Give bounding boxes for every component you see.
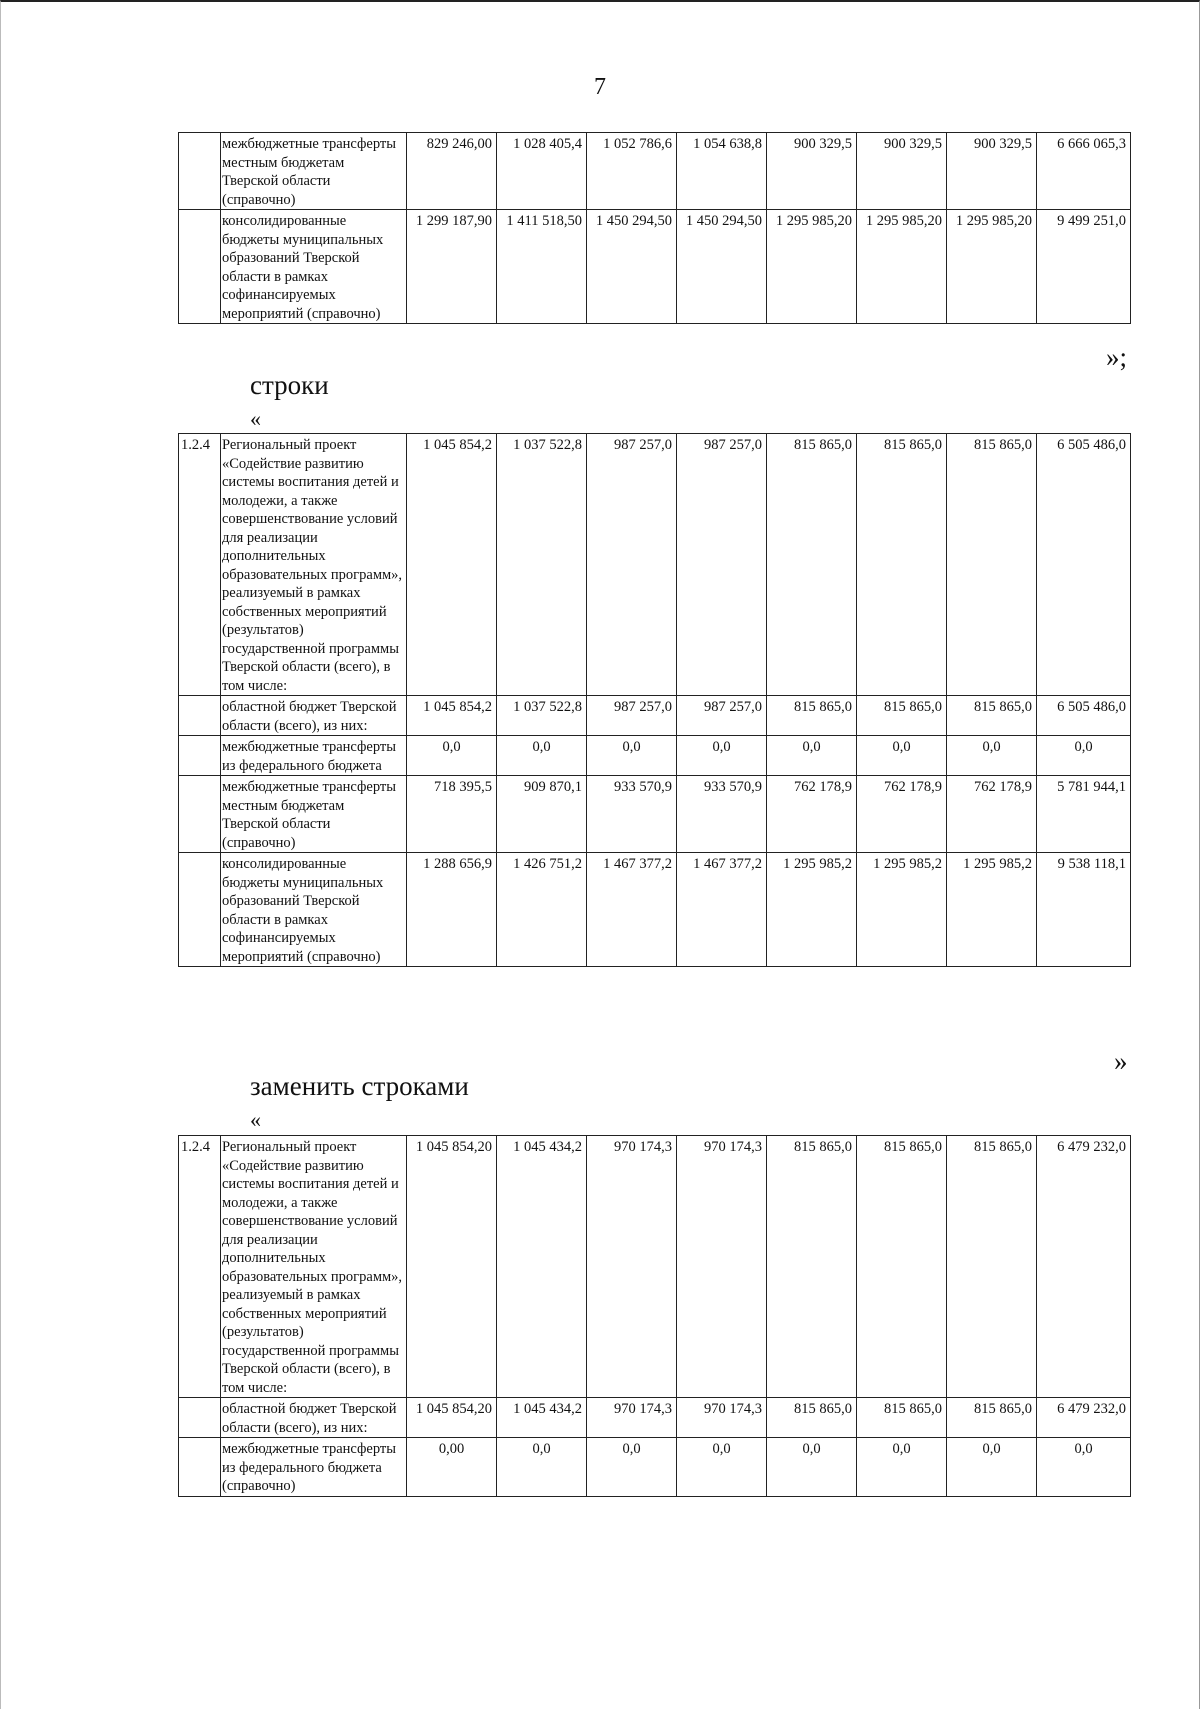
row-year-value: 1 037 522,8 <box>497 434 587 696</box>
row-year-value: 0,0 <box>587 736 677 776</box>
row-year-value: 1 295 985,2 <box>947 853 1037 967</box>
row-code <box>179 696 221 736</box>
row-total-value: 6 479 232,0 <box>1037 1398 1131 1438</box>
row-year-value: 900 329,5 <box>947 133 1037 210</box>
row-year-value: 0,0 <box>407 736 497 776</box>
row-label: областной бюджет Тверской области (всего), из них: <box>221 1398 407 1438</box>
row-year-value: 987 257,0 <box>587 696 677 736</box>
row-year-value: 933 570,9 <box>677 776 767 853</box>
row-code <box>179 776 221 853</box>
closing-quote: »; <box>1106 342 1128 372</box>
row-year-value: 815 865,0 <box>947 696 1037 736</box>
row-year-value: 0,0 <box>497 1438 587 1497</box>
row-total-value: 0,0 <box>1037 1438 1131 1497</box>
row-year-value: 970 174,3 <box>587 1398 677 1438</box>
row-year-value: 1 045 854,2 <box>407 434 497 696</box>
row-year-value: 970 174,3 <box>677 1398 767 1438</box>
row-year-value: 1 054 638,8 <box>677 133 767 210</box>
row-label: Региональный проект «Содействие развитию системы воспитания детей и молодежи, а также совершенствование условий для реализации дополнительных образовательных программ», реализуемый в рамках собственных мероприятий (результатов) государственной программы Тверской области (всего), в том числе: <box>221 1136 407 1398</box>
row-label: областной бюджет Тверской области (всего), из них: <box>221 696 407 736</box>
row-total-value: 5 781 944,1 <box>1037 776 1131 853</box>
budget-table-top <box>178 132 1131 324</box>
row-year-value: 909 870,1 <box>497 776 587 853</box>
row-year-value: 815 865,0 <box>767 1398 857 1438</box>
row-year-value: 1 467 377,2 <box>587 853 677 967</box>
row-year-value: 1 045 434,2 <box>497 1136 587 1398</box>
row-year-value: 0,0 <box>857 736 947 776</box>
row-year-value: 1 450 294,50 <box>587 210 677 324</box>
row-year-value: 1 295 985,20 <box>947 210 1037 324</box>
page-number: 7 <box>594 74 606 100</box>
row-year-value: 0,0 <box>767 736 857 776</box>
budget-table-new <box>178 1135 1131 1497</box>
row-total-value: 6 666 065,3 <box>1037 133 1131 210</box>
row-total-value: 0,0 <box>1037 736 1131 776</box>
row-label: межбюджетные трансферты местным бюджетам Тверской области (справочно) <box>221 133 407 210</box>
row-label: межбюджетные трансферты из федерального бюджета (справочно) <box>221 1438 407 1497</box>
table-row <box>179 853 1131 967</box>
row-year-value: 1 295 985,2 <box>767 853 857 967</box>
row-label: межбюджетные трансферты из федерального бюджета <box>221 736 407 776</box>
row-year-value: 815 865,0 <box>857 1136 947 1398</box>
row-year-value: 0,0 <box>677 736 767 776</box>
row-year-value: 1 467 377,2 <box>677 853 767 967</box>
row-code <box>179 1398 221 1438</box>
row-label: консолидированные бюджеты муниципальных образований Тверской области в рамках софинансируемых мероприятий (справочно) <box>221 210 407 324</box>
table-row <box>179 1398 1131 1438</box>
table-row <box>179 696 1131 736</box>
row-total-value: 6 505 486,0 <box>1037 696 1131 736</box>
row-year-value: 815 865,0 <box>767 434 857 696</box>
row-year-value: 815 865,0 <box>947 434 1037 696</box>
row-total-value: 9 499 251,0 <box>1037 210 1131 324</box>
row-year-value: 970 174,3 <box>677 1136 767 1398</box>
row-label: межбюджетные трансферты местным бюджетам Тверской области (справочно) <box>221 776 407 853</box>
row-year-value: 815 865,0 <box>767 1136 857 1398</box>
row-total-value: 6 505 486,0 <box>1037 434 1131 696</box>
row-year-value: 1 045 854,20 <box>407 1136 497 1398</box>
row-year-value: 987 257,0 <box>677 696 767 736</box>
budget-table-old <box>178 433 1131 967</box>
row-year-value: 0,0 <box>497 736 587 776</box>
row-year-value: 1 450 294,50 <box>677 210 767 324</box>
row-year-value: 0,0 <box>767 1438 857 1497</box>
instruction-heading-replace: заменить строками <box>250 1071 469 1101</box>
row-code <box>179 736 221 776</box>
row-year-value: 0,0 <box>587 1438 677 1497</box>
row-year-value: 1 045 854,20 <box>407 1398 497 1438</box>
row-year-value: 718 395,5 <box>407 776 497 853</box>
row-year-value: 815 865,0 <box>857 696 947 736</box>
row-year-value: 815 865,0 <box>857 434 947 696</box>
row-year-value: 0,0 <box>857 1438 947 1497</box>
table-row <box>179 1438 1131 1497</box>
row-year-value: 1 426 751,2 <box>497 853 587 967</box>
row-year-value: 1 295 985,20 <box>767 210 857 324</box>
instruction-heading-rows: строки <box>250 370 329 400</box>
row-year-value: 987 257,0 <box>587 434 677 696</box>
row-year-value: 1 288 656,9 <box>407 853 497 967</box>
row-year-value: 1 028 405,4 <box>497 133 587 210</box>
row-year-value: 1 037 522,8 <box>497 696 587 736</box>
row-year-value: 829 246,00 <box>407 133 497 210</box>
row-year-value: 1 411 518,50 <box>497 210 587 324</box>
row-year-value: 987 257,0 <box>677 434 767 696</box>
row-code: 1.2.4 <box>179 434 221 696</box>
row-year-value: 1 045 854,2 <box>407 696 497 736</box>
opening-quote: « <box>250 406 261 431</box>
row-code <box>179 853 221 967</box>
table-row <box>179 210 1131 324</box>
row-year-value: 1 299 187,90 <box>407 210 497 324</box>
row-year-value: 762 178,9 <box>947 776 1037 853</box>
row-year-value: 1 295 985,2 <box>857 853 947 967</box>
row-code <box>179 1438 221 1497</box>
table-row <box>179 776 1131 853</box>
table-row <box>179 133 1131 210</box>
row-year-value: 815 865,0 <box>947 1398 1037 1438</box>
row-year-value: 762 178,9 <box>857 776 947 853</box>
row-year-value: 900 329,5 <box>767 133 857 210</box>
row-total-value: 6 479 232,0 <box>1037 1136 1131 1398</box>
closing-quote: » <box>1114 1046 1128 1076</box>
row-total-value: 9 538 118,1 <box>1037 853 1131 967</box>
row-year-value: 900 329,5 <box>857 133 947 210</box>
table-row <box>179 1136 1131 1398</box>
row-label: Региональный проект «Содействие развитию системы воспитания детей и молодежи, а также совершенствование условий для реализации дополнительных образовательных программ», реализуемый в рамках собственных мероприятий (результатов) государственной программы Тверской области (всего), в том числе: <box>221 434 407 696</box>
row-year-value: 1 052 786,6 <box>587 133 677 210</box>
row-year-value: 1 045 434,2 <box>497 1398 587 1438</box>
row-code: 1.2.4 <box>179 1136 221 1398</box>
row-year-value: 0,00 <box>407 1438 497 1497</box>
table-row <box>179 736 1131 776</box>
table-row <box>179 434 1131 696</box>
row-year-value: 0,0 <box>947 1438 1037 1497</box>
row-code <box>179 210 221 324</box>
row-year-value: 970 174,3 <box>587 1136 677 1398</box>
row-year-value: 933 570,9 <box>587 776 677 853</box>
row-year-value: 815 865,0 <box>857 1398 947 1438</box>
row-year-value: 815 865,0 <box>947 1136 1037 1398</box>
row-code <box>179 133 221 210</box>
row-year-value: 815 865,0 <box>767 696 857 736</box>
row-year-value: 0,0 <box>677 1438 767 1497</box>
opening-quote: « <box>250 1107 261 1132</box>
row-label: консолидированные бюджеты муниципальных образований Тверской области в рамках софинансируемых мероприятий (справочно) <box>221 853 407 967</box>
row-year-value: 762 178,9 <box>767 776 857 853</box>
row-year-value: 0,0 <box>947 736 1037 776</box>
row-year-value: 1 295 985,20 <box>857 210 947 324</box>
